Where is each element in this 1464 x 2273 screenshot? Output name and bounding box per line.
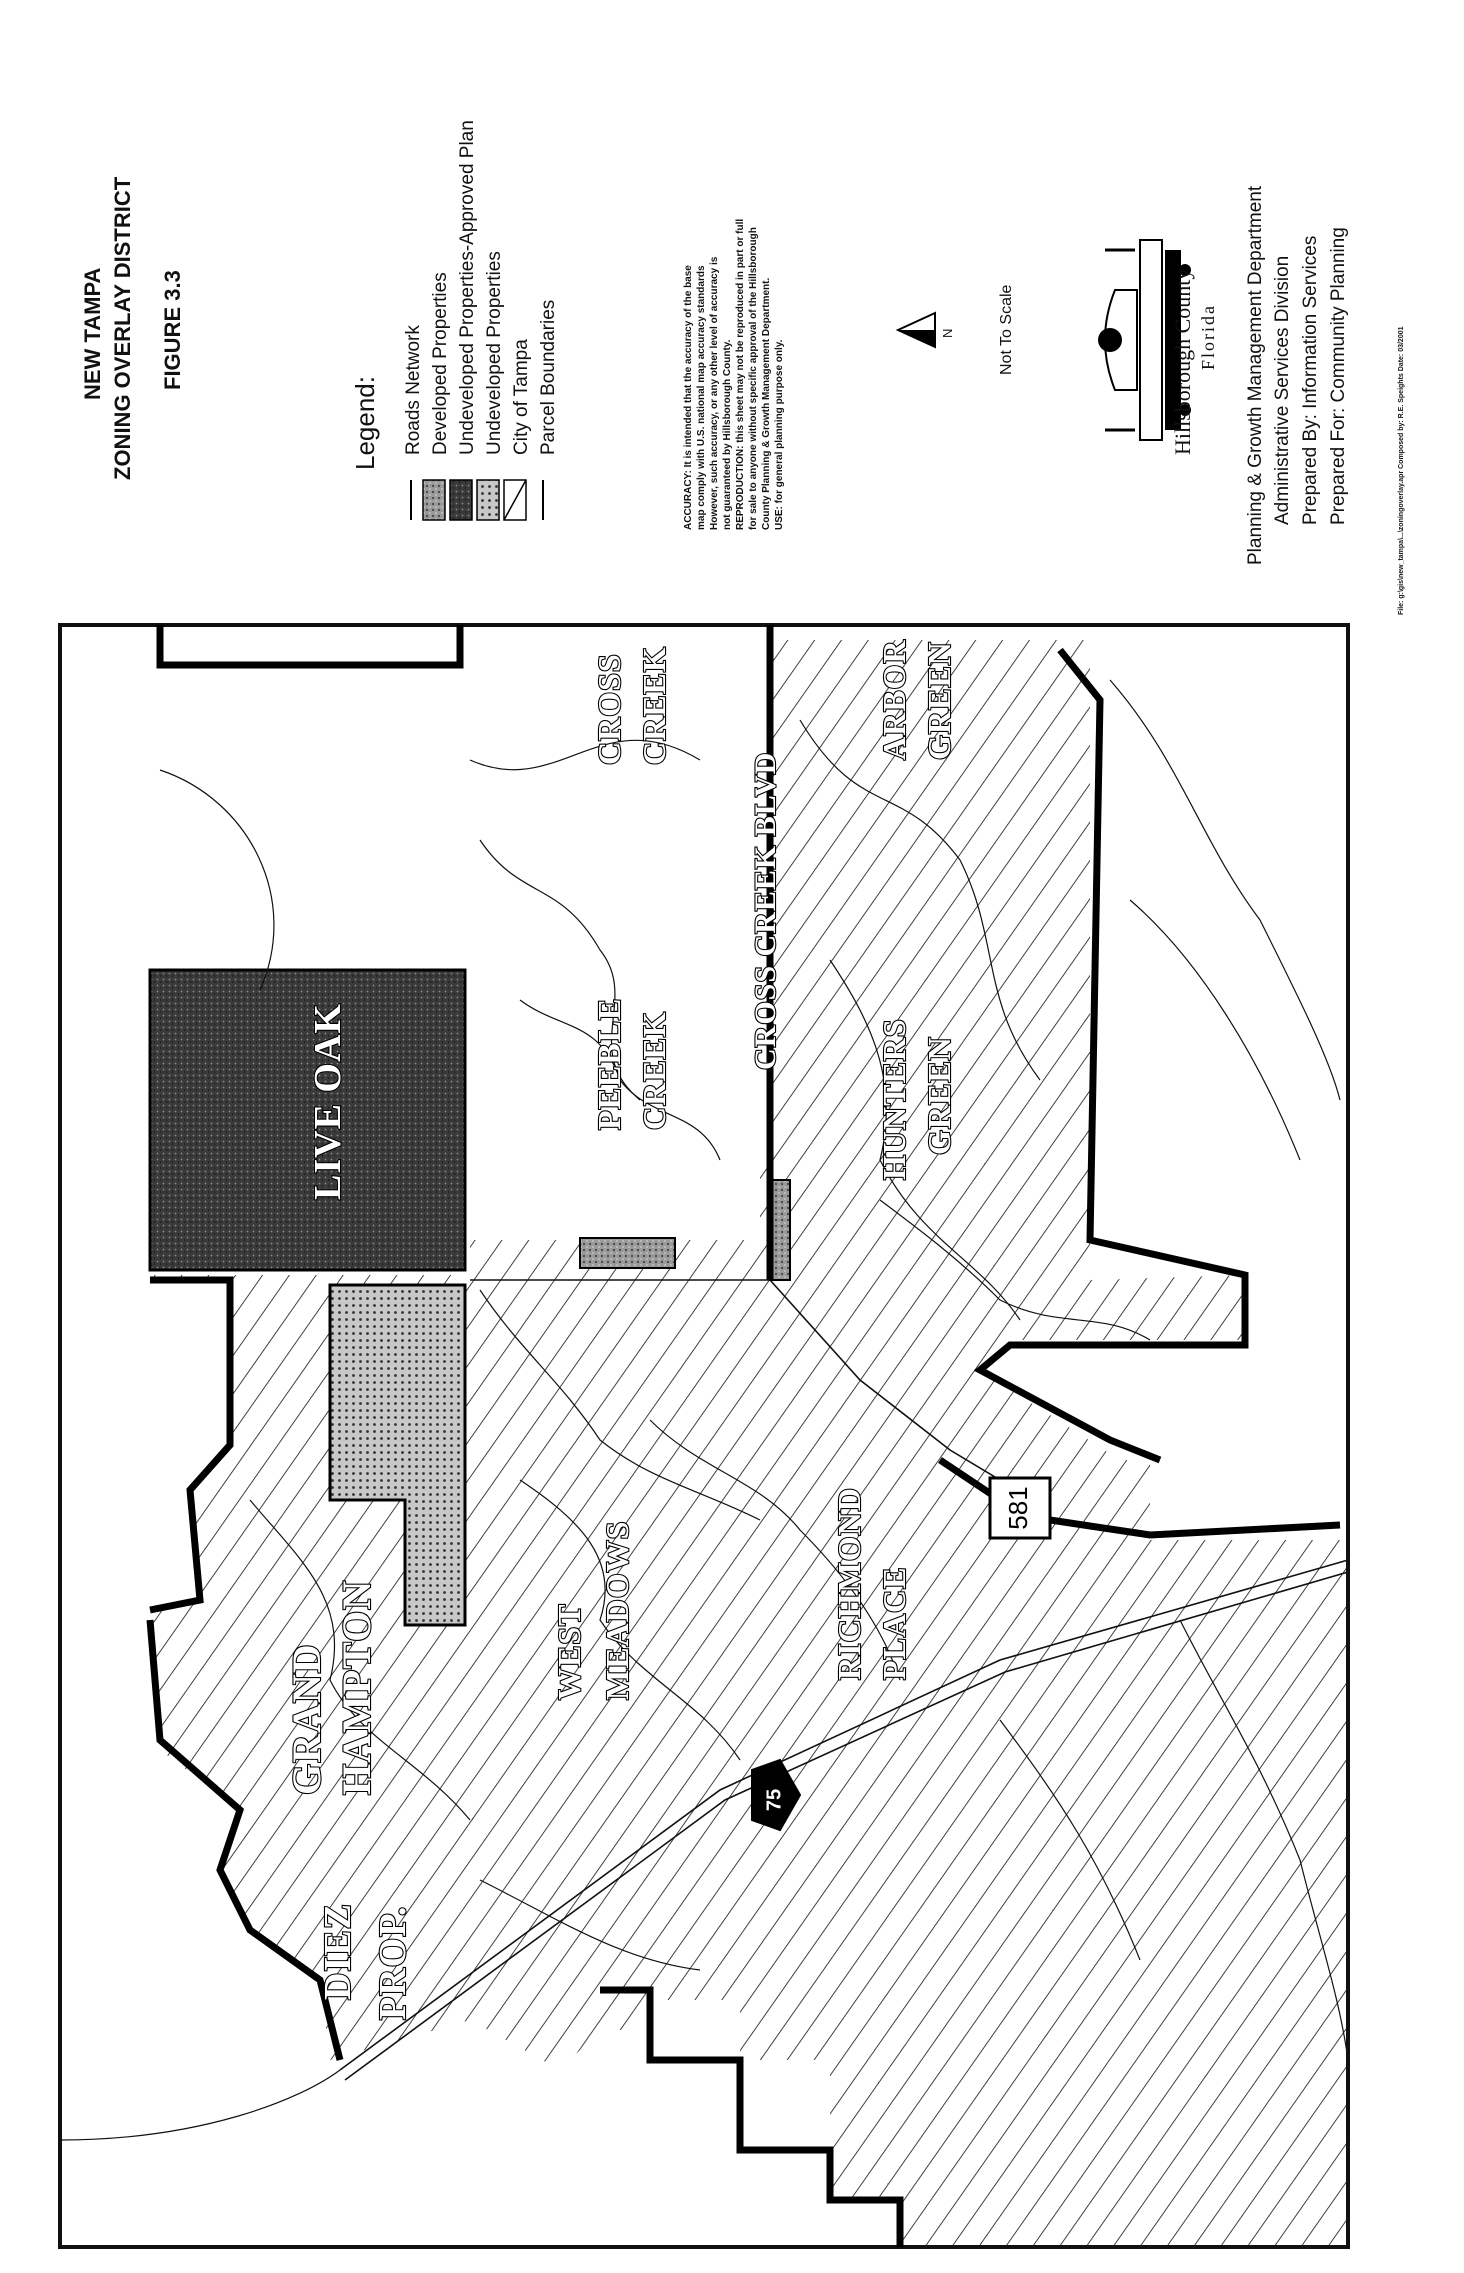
label-richmond-2: PLACE [876,1566,912,1680]
label-cross-creek-1: CROSS [591,653,627,765]
disclaimer-line: map comply with U.S. national map accuracy standards [696,265,707,530]
north-letter: N [940,328,955,338]
label-hunters-1: HUNTERS [876,1018,912,1180]
disclaimer-line: REPRODUCTION: this sheet may not be reproduced in part or full [735,218,746,530]
disclaimer-line: However, such accuracy, or any other level of accuracy is [709,256,720,530]
file-line: File: g:\gis\new_tampa\...\zoningoverlay.apr Composed by: R.E. Speights Date: 03/2001 [1398,326,1405,615]
title: NEW TAMPA [80,267,105,400]
label-grand-2: HAMPTON [334,1579,379,1795]
label-diez-1: DIEZ [317,1903,359,2000]
county-name: Hillsborough County [1170,268,1195,455]
label-live-oak: LIVE OAK [307,1003,349,1200]
swatch-undeveloped [477,480,499,520]
legend-item-roads: Roads Network [403,325,424,455]
label-cross-creek-2: CREEK [636,646,672,765]
route-581-label: 581 [1002,1486,1033,1530]
disclaimer-line: not guaranteed by Hillsborough County. [722,339,733,530]
credit-dept: Planning & Growth Management Department [1245,185,1266,565]
label-grand-1: GRAND [284,1643,329,1795]
label-cross-creek-blvd: CROSS CREEK BLVD [749,751,782,1070]
swatch-approved [450,480,472,520]
label-peeble-1: PEEBLE [591,997,627,1130]
label-west-2: MEADOWS [599,1520,635,1700]
legend-item-parcel: Parcel Boundaries [538,299,559,455]
figure-label: FIGURE 3.3 [160,270,185,390]
legend-heading: Legend: [350,376,380,470]
county-state: Florida [1198,304,1218,370]
disclaimer-line: USE: for general planning purpose only. [774,339,785,530]
route-75-label: 75 [763,1788,786,1812]
legend-item-city: City of Tampa [511,339,532,455]
label-arbor-1: ARBOR [876,639,912,760]
swatch-developed [423,480,445,520]
legend-item-approved: Undeveloped Properties-Approved Plan [457,120,478,455]
legend-item-undeveloped: Undeveloped Properties [484,251,505,455]
legend-item-developed: Developed Properties [430,272,451,455]
route-581-shield [990,1478,1050,1538]
label-peeble-2: CREEK [636,1011,672,1130]
disclaimer-line: for sale to anyone without specific approval of the Hillsborough [748,227,759,530]
label-hunters-2: GREEN [921,1036,957,1155]
subtitle: ZONING OVERLAY DISTRICT [110,176,135,480]
credit-prepared-by: Prepared By: Information Services [1300,235,1321,525]
credit-prepared-for: Prepared For: Community Planning [1328,227,1349,525]
label-west-1: WEST [551,1603,587,1700]
peeble-strip-2 [580,1238,675,1268]
scale-note: Not To Scale [998,284,1015,375]
label-richmond-1: RICHMOND [831,1487,867,1680]
disclaimer-line: County Planning & Growth Management Department. [761,277,772,530]
credit-division: Administrative Services Division [1272,255,1293,525]
label-diez-2: PROP. [372,1905,414,2020]
label-arbor-2: GREEN [921,641,957,760]
disclaimer-line: ACCURACY: It is intended that the accuracy of the base [683,265,694,530]
